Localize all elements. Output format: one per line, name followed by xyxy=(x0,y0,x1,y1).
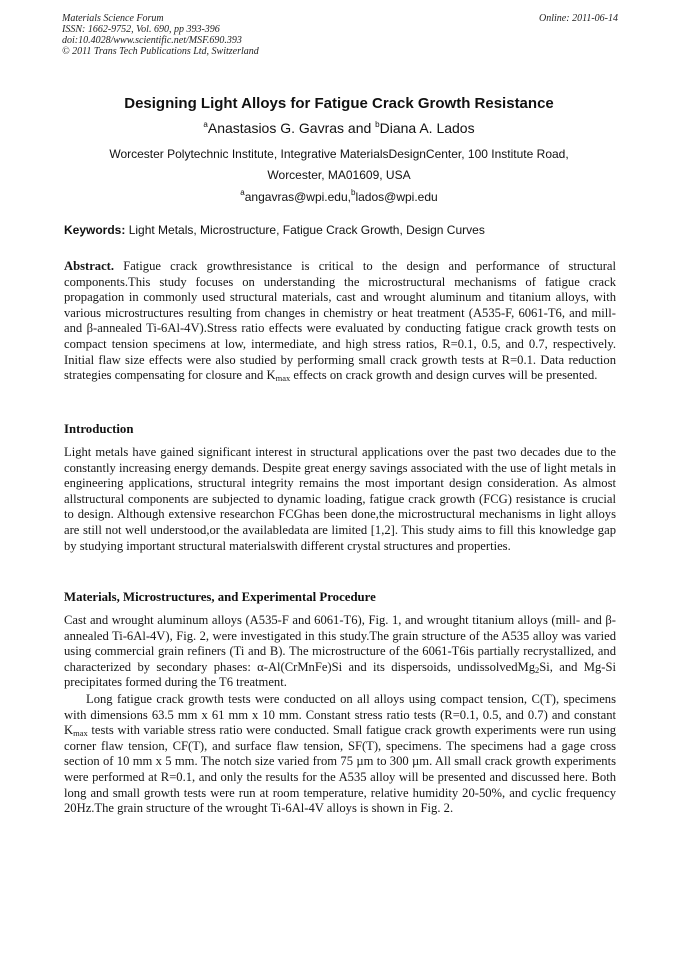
issn-line: ISSN: 1662-9752, Vol. 690, pp 393-396 xyxy=(62,24,220,35)
email-a[interactable]: angavras@wpi.edu, xyxy=(244,190,351,204)
materials-paragraph-1 xyxy=(64,613,616,691)
affiliation-line-1: Worcester Polytechnic Institute, Integrative MaterialsDesignCenter, 100 Institute Road, xyxy=(109,147,569,161)
journal-header xyxy=(62,13,618,57)
keywords xyxy=(64,223,620,237)
materials-p2-text-a: Long fatigue crack growth tests were conducted on all alloys using compact tension, C(T), specimens with dimensions 63.5 mm x 61 mm x 10 mm. Constant stress ratio tests (R=0.1, 0.5, and 0.7) and constant K xyxy=(64,692,616,738)
paper-title: Designing Light Alloys for Fatigue Crack Growth Resistance xyxy=(124,95,554,112)
doi-line: doi:10.4028/www.scientific.net/MSF.690.393 xyxy=(62,35,242,46)
affiliation-line-2: Worcester, MA01609, USA xyxy=(267,168,411,182)
abstract-label: Abstract. xyxy=(64,259,115,273)
materials-p1-text-a: Cast and wrought aluminum alloys (A535-F and 6061-T6), Fig. 1, and wrought titanium alloys (mill- and β-annealed Ti-6Al-4V), Fig. 2, were investigated in this study.The grain structure of the A535 alloy was varied using commercial grain refiners (Ti and B). The microstructure of the 6061-T6is partially recrystallized, and characterized by secondary phases: α-Al(CrMnFe)Si and its dispersoids, undissolvedMg xyxy=(64,613,616,674)
email-b-superscript: b xyxy=(351,188,356,197)
author-a: Anastasios G. Gavras xyxy=(207,120,345,136)
author-line xyxy=(0,120,678,136)
abstract-text-1: Fatigue crack growthresistance is critical to the design and performance of structural components.This study focuses on understanding the microstructural mechanisms of fatigue crack propagation in commonly used structural materials, cast and wrought aluminum and titanium alloys, with various microstructures resulting from changes in chemistry or heat treatment (A535-F, 6061-T6, and mill- and β-annealed Ti-6Al-4V).Stress ratio effects were evaluated by conducting fatigue crack growth tests on compact tension specimens at low, intermediate, and high stress ratios, R=0.1, 0.5, and 0.7, respectively. Initial flaw size effects were also studied by performing small crack growth tests at R=0.1. Data reduction strategies compensating for closure and K xyxy=(64,259,616,383)
materials-paragraph-2 xyxy=(64,692,616,817)
author-b: Diana A. Lados xyxy=(379,120,475,136)
introduction-heading: Introduction xyxy=(64,422,134,436)
copyright-line: © 2011 Trans Tech Publications Ltd, Switzerland xyxy=(62,46,259,57)
author-a-superscript: a xyxy=(203,120,208,129)
materials-p1-text-b: Si, and Mg-Si precipitates formed during the T6 treatment. xyxy=(64,659,616,690)
author-join: and xyxy=(344,120,376,136)
materials-p2-subscript: max xyxy=(73,728,88,739)
email-a-superscript: a xyxy=(240,188,245,197)
abstract-text-2: effects on crack growth and design curves will be presented. xyxy=(290,368,598,383)
keywords-label: Keywords: xyxy=(64,223,126,237)
materials-p2-text-b: tests with variable stress ratio were conducted. Small fatigue crack growth experiments were run using corner flaw tension, CF(T), and surface flaw tension, SF(T), specimens. The specimens had a gage cross section of 10 mm x 5 mm. The notch size varied from 75 µm to 300 µm. All small crack growth experiments were performed at R=0.1, and only the results for the A535 alloy will be presented and discussed here. Both long and small growth tests were run at room temperature, relative humidity 20-50%, and cyclic frequency 20Hz.The grain structure of the wrought Ti-6Al-4V alloys is shown in Fig. 2. xyxy=(64,723,616,816)
author-b-superscript: b xyxy=(375,120,380,129)
journal-name: Materials Science Forum xyxy=(62,13,164,24)
materials-heading: Materials, Microstructures, and Experimental Procedure xyxy=(64,590,376,604)
introduction-paragraph: Light metals have gained significant interest in structural applications over the past two decades due to the constantly increasing energy demands. Despite great energy savings associated with the use of light metals in engineering applications, structural integrity remains the most important design consideration. As almost allstructural components are subjected to dynamic loading, fatigue crack growth (FCG) resistance is crucial to design. Although extensive researchon FCGhas been done,the microstructural mechanisms in light alloys are still not well understood,or the availabledata are limited [1,2]. This study aims to fill this knowledge gap by studying important structural materialswith different crystal structures and properties. xyxy=(64,445,616,553)
keywords-text: Light Metals, Microstructure, Fatigue Crack Growth, Design Curves xyxy=(125,223,485,237)
abstract-subscript: max xyxy=(275,373,291,384)
online-date: Online: 2011-06-14 xyxy=(539,13,618,24)
email-b[interactable]: lados@wpi.edu xyxy=(355,190,438,204)
abstract xyxy=(64,259,616,384)
materials-p1-subscript: 2 xyxy=(535,664,540,675)
email-line xyxy=(0,188,678,204)
